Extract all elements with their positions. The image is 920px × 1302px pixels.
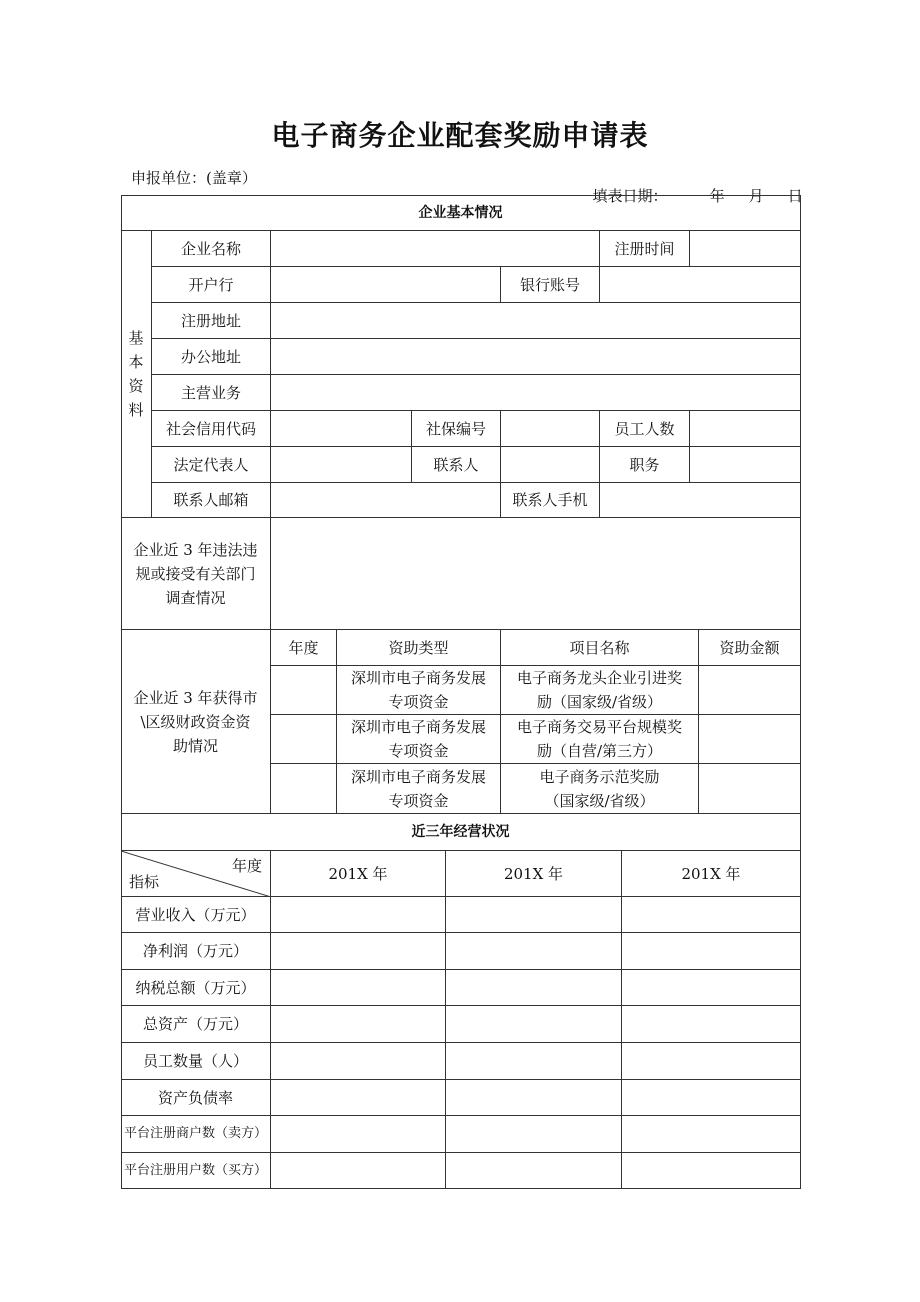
field-reg-time[interactable] (690, 231, 801, 267)
total-assets-year-2[interactable] (446, 1006, 622, 1043)
section-heading-basic: 企业基本情况 (121, 195, 801, 231)
label-credit-code: 社会信用代码 (152, 411, 271, 447)
funding-row-2-amount[interactable] (699, 715, 801, 764)
label-social-security-no: 社保编号 (412, 411, 501, 447)
year-col-1: 201X 年 (271, 851, 446, 897)
users-year-3[interactable] (622, 1153, 801, 1189)
side-label-basic-info (121, 231, 152, 518)
merchants-year-2[interactable] (446, 1116, 622, 1153)
funding-row-2-type (337, 715, 501, 764)
violations-line-3: 调查情况 (165, 588, 226, 607)
funding-row-1-amount[interactable] (699, 666, 801, 715)
debt-ratio-year-3[interactable] (622, 1080, 801, 1116)
violations-line-1: 企业近 3 年违法违 (133, 540, 258, 559)
label-funding (121, 630, 271, 814)
indicator-debt-ratio: 资产负债率 (121, 1080, 271, 1116)
label-contact: 联系人 (412, 447, 501, 483)
diag-label-year: 年度 (231, 857, 262, 875)
day-label: 日 (787, 187, 803, 205)
funding-row-1-project-line-1: 电子商务龙头企业引进奖 (516, 669, 682, 687)
funding-line-1: 企业近 3 年获得市 (133, 688, 258, 707)
funding-row-2-type-line-1: 深圳市电子商务发展 (350, 718, 486, 736)
indicator-tax: 纳税总额（万元） (121, 970, 271, 1006)
year-col-3: 201X 年 (622, 851, 801, 897)
label-employee-count: 员工人数 (600, 411, 690, 447)
label-contact-mobile: 联系人手机 (501, 483, 600, 518)
funding-row-1-project-line-2: 励（国家级/省级） (536, 693, 663, 711)
indicator-total-assets: 总资产（万元） (121, 1006, 271, 1043)
diag-label-indicator: 指标 (129, 873, 160, 891)
field-bank-account[interactable] (600, 267, 801, 303)
employees-year-3[interactable] (622, 1043, 801, 1080)
month-label: 月 (748, 187, 764, 205)
funding-row-2-project-line-1: 电子商务交易平台规模奖 (516, 718, 682, 736)
debt-ratio-year-2[interactable] (446, 1080, 622, 1116)
form-title: 电子商务企业配套奖励申请表 (271, 119, 649, 152)
label-legal-rep: 法定代表人 (152, 447, 271, 483)
year-label: 年 (709, 187, 725, 205)
net-profit-year-2[interactable] (446, 933, 622, 970)
funding-row-2-type-line-2: 专项资金 (388, 742, 449, 760)
funding-row-2-project (501, 715, 699, 764)
field-legal-rep[interactable] (271, 447, 412, 483)
side-char-3: 资 (128, 377, 144, 395)
revenue-year-2[interactable] (446, 897, 622, 933)
funding-header-type: 资助类型 (337, 630, 501, 666)
field-reg-address[interactable] (271, 303, 801, 339)
field-company-name[interactable] (271, 231, 600, 267)
date-label: 填表日期： (592, 187, 668, 205)
tax-year-3[interactable] (622, 970, 801, 1006)
merchants-year-1[interactable] (271, 1116, 446, 1153)
tax-year-2[interactable] (446, 970, 622, 1006)
funding-row-3-project-line-1: 电子商务示范奖励 (539, 767, 660, 786)
section-heading-operations: 近三年经营状况 (121, 814, 801, 851)
label-contact-email: 联系人邮箱 (152, 483, 271, 518)
funding-row-1-type-line-2: 专项资金 (388, 693, 449, 711)
funding-row-1-type-line-1: 深圳市电子商务发展 (350, 669, 486, 687)
funding-line-2: \区级财政资金资 (140, 712, 251, 731)
violations-line-2: 规或接受有关部门 (135, 564, 256, 583)
net-profit-year-1[interactable] (271, 933, 446, 970)
side-char-1: 基 (128, 329, 144, 347)
label-main-business: 主营业务 (152, 375, 271, 411)
indicator-net-profit: 净利润（万元） (121, 933, 271, 970)
funding-row-3-amount[interactable] (699, 764, 801, 814)
funding-row-1-year[interactable] (271, 666, 337, 715)
side-char-4: 料 (128, 401, 144, 419)
field-contact-mobile[interactable] (600, 483, 801, 518)
label-company-name: 企业名称 (152, 231, 271, 267)
indicator-merchants: 平台注册商户数（卖方） (121, 1116, 271, 1153)
label-position: 职务 (600, 447, 690, 483)
label-reg-time: 注册时间 (600, 231, 690, 267)
tax-year-1[interactable] (271, 970, 446, 1006)
funding-header-year: 年度 (271, 630, 337, 666)
total-assets-year-1[interactable] (271, 1006, 446, 1043)
field-employee-count[interactable] (690, 411, 801, 447)
funding-row-1-project (501, 666, 699, 715)
label-reg-address: 注册地址 (152, 303, 271, 339)
indicator-users: 平台注册用户数（买方） (121, 1153, 271, 1189)
funding-row-3-type-line-1: 深圳市电子商务发展 (350, 767, 486, 786)
users-year-2[interactable] (446, 1153, 622, 1189)
field-contact[interactable] (501, 447, 600, 483)
indicator-employees: 员工数量（人） (121, 1043, 271, 1080)
employees-year-2[interactable] (446, 1043, 622, 1080)
employees-year-1[interactable] (271, 1043, 446, 1080)
indicator-revenue: 营业收入（万元） (121, 897, 271, 933)
funding-row-3-year[interactable] (271, 764, 337, 814)
label-bank-account: 银行账号 (501, 267, 600, 303)
field-violations[interactable] (271, 518, 801, 630)
field-main-business[interactable] (271, 375, 801, 411)
funding-row-1-type (337, 666, 501, 715)
field-office-address[interactable] (271, 339, 801, 375)
side-char-2: 本 (128, 353, 144, 371)
field-bank[interactable] (271, 267, 501, 303)
revenue-year-1[interactable] (271, 897, 446, 933)
field-social-security-no[interactable] (501, 411, 600, 447)
funding-line-3: 助情况 (172, 736, 218, 755)
label-violations (121, 518, 271, 630)
total-assets-year-3[interactable] (622, 1006, 801, 1043)
funding-row-3-type-line-2: 专项资金 (388, 791, 449, 810)
funding-row-3-project-line-2: （国家级/省级） (544, 791, 655, 810)
users-year-1[interactable] (271, 1153, 446, 1189)
funding-row-2-year[interactable] (271, 715, 337, 764)
funding-row-2-project-line-2: 励（自营/第三方） (536, 742, 663, 760)
label-office-address: 办公地址 (152, 339, 271, 375)
debt-ratio-year-1[interactable] (271, 1080, 446, 1116)
field-contact-email[interactable] (271, 483, 501, 518)
label-bank: 开户行 (152, 267, 271, 303)
net-profit-year-3[interactable] (622, 933, 801, 970)
field-position[interactable] (690, 447, 801, 483)
diagonal-header-cell (121, 851, 271, 897)
funding-row-3-type (337, 764, 501, 814)
revenue-year-3[interactable] (622, 897, 801, 933)
funding-row-3-project (501, 764, 699, 814)
funding-header-amount: 资助金额 (699, 630, 801, 666)
applicant-label: 申报单位：(盖章） (131, 169, 257, 187)
year-col-2: 201X 年 (446, 851, 622, 897)
funding-header-project: 项目名称 (501, 630, 699, 666)
merchants-year-3[interactable] (622, 1116, 801, 1153)
field-credit-code[interactable] (271, 411, 412, 447)
